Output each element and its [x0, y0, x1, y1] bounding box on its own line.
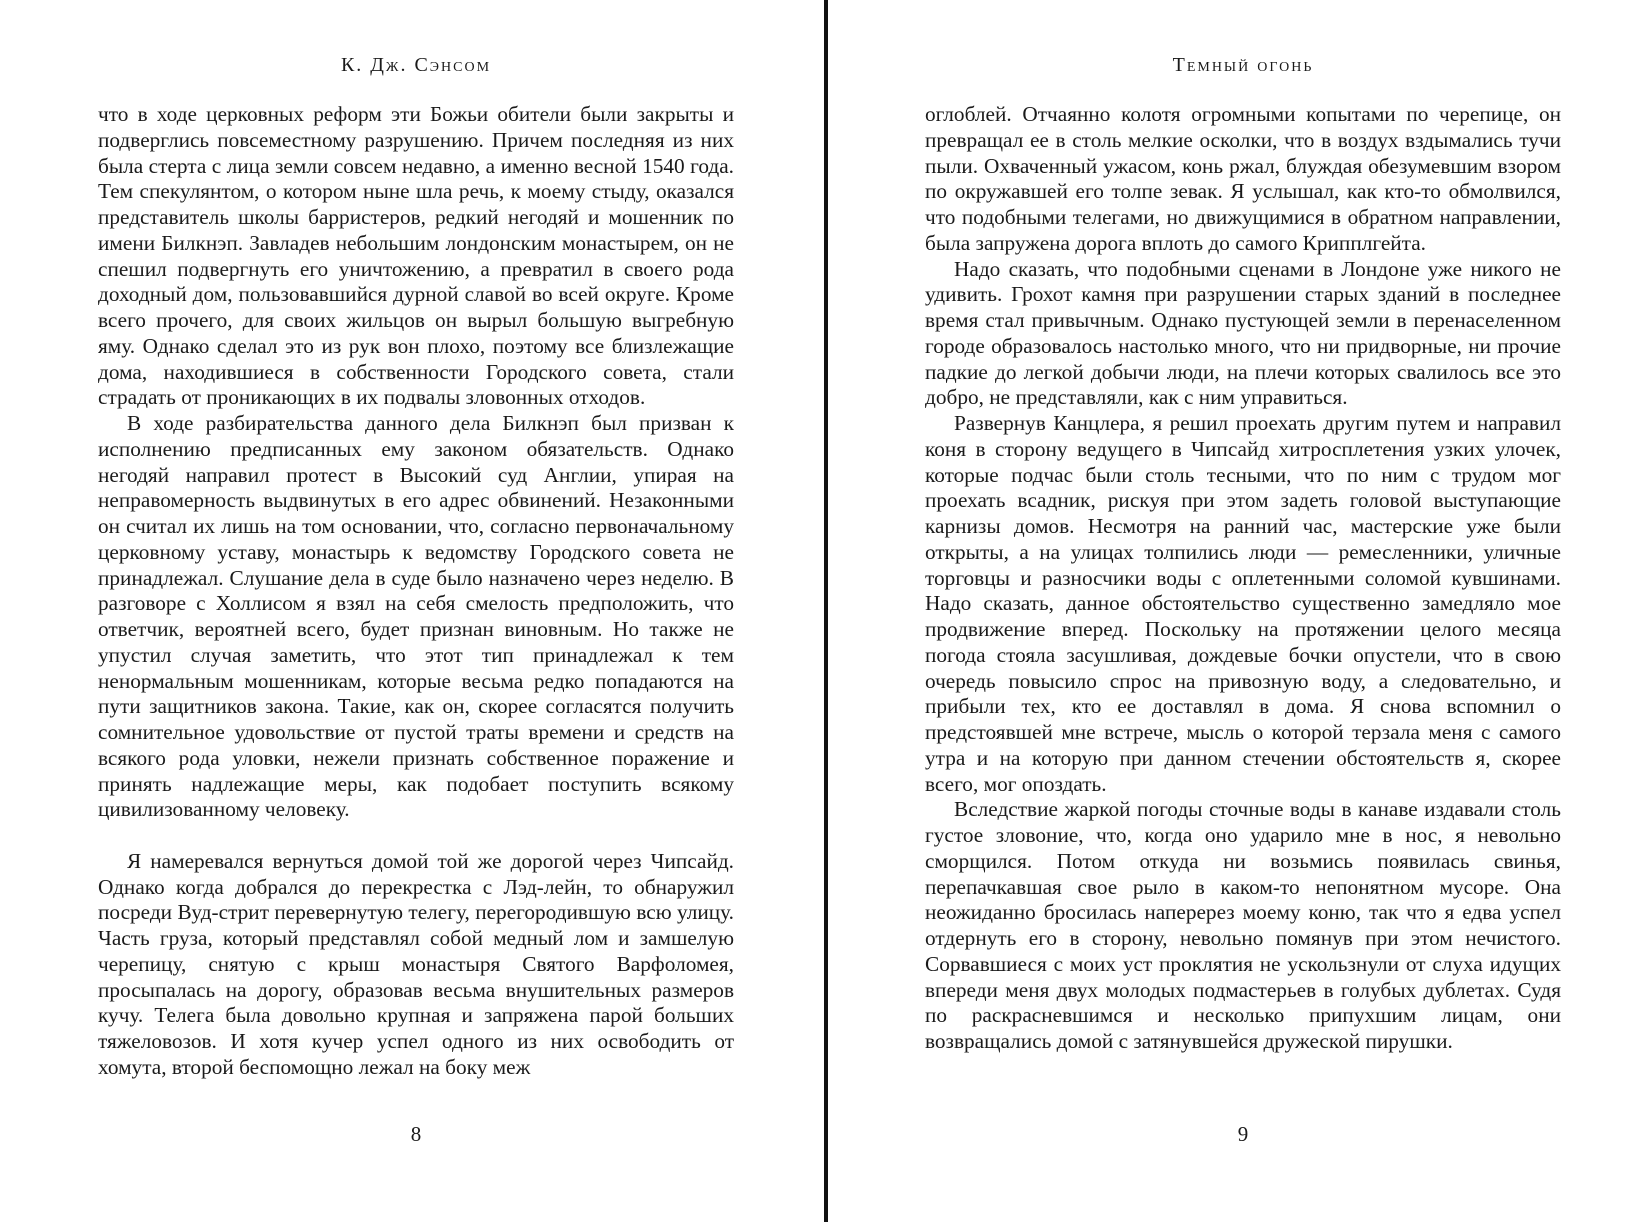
page-gutter-divider — [824, 0, 828, 1222]
right-page — [925, 0, 1561, 1222]
right-page-text — [925, 102, 1561, 1055]
left-page — [98, 0, 734, 1222]
paragraph: Вследствие жаркой погоды сточные воды в канаве издавали столь густое зловоние, что, когда оно ударило мне в нос, я невольно сморщился. Потом откуда ни возьмись появилась свинья, перепачкавшая свое рыло в каком-то непонятном мусоре. Она неожиданно бросилась наперерез моему коню, так что я едва успел отдернуть его в сторону, невольно помянув при этом нечистого. Сорвавшиеся с моих уст проклятия не ускользнули от слуха идущих впереди меня двух молодых подмастерьев в голубых дублетах. Судя по раскрасневшимся и несколько припухшим лицам, они возвращались домой с затянувшейся дружеской пирушки. — [925, 797, 1561, 1053]
paragraph: оглоблей. Отчаянно колотя огромными копытами по черепице, он превращал ее в столь мелкие осколки, что в воздух вздымались тучи пыли. Охваченный ужасом, конь ржал, блуждая обезумевшим взором по окружавшей его толпе зевак. Я услышал, как кто-то обмолвился, что подобными телегами, но движущимися в обратном направлении, была запружена дорога вплоть до самого Крипплгейта. — [925, 102, 1561, 255]
page-number-right: 9 — [1237, 1122, 1249, 1146]
running-head-author: К. Дж. Сэнсом — [340, 54, 492, 76]
paragraph: Я намеревался вернуться домой той же дорогой через Чипсайд. Однако когда добрался до перекрестка с Лэд-лейн, то обнаружил посреди Вуд-стрит перевернутую телегу, перегородившую всю улицу. Часть груза, который представлял собой медный лом и замшелую черепицу, снятую с крыш монастыря Святого Варфоломея, просыпалась на дорогу, образовав весьма внушительных размеров кучу. Телега была довольно крупная и запряжена парой больших тяжеловозов. И хотя кучер успел одного из них освободить от хомута, второй беспомощно лежал на боку меж — [98, 848, 734, 1079]
page-number-left: 8 — [410, 1122, 422, 1146]
running-head-title: Темный огонь — [1172, 54, 1314, 76]
paragraph: Развернув Канцлера, я решил проехать другим путем и направил коня в сторону ведущего в Чипсайд хитросплетения узких улочек, которые подчас были столь тесными, что по ним с трудом мог проехать всадник, рискуя при этом задеть головой выступающие карнизы домов. Несмотря на ранний час, мастерские уже были открыты, а на улицах толпились люди — ремесленники, уличные торговцы и разносчики воды с оплетенными соломой кувшинами. Надо сказать, данное обстоятельство существенно замедляло мое продвижение вперед. Поскольку на протяжении целого месяца погода стояла засушливая, дождевые бочки опустели, что в свою очередь повысило спрос на привозную воду, а следовательно, и прибыли тех, кто ее доставлял в дома. Я снова вспомнил о предстоявшей мне встрече, мысль о которой терзала меня с самого утра и на которую при данном стечении обстоятельств я, скорее всего, мог опоздать. — [925, 411, 1561, 796]
paragraph: В ходе разбирательства данного дела Билкнэп был призван к исполнению предписанных ему законом обязательств. Однако негодяй направил протест в Высокий суд Англии, упирая на неправомерность выдвинутых в его адрес обвинений. Незаконными он считал их лишь на том основании, что, согласно первоначальному церковному уставу, монастырь к ведомству Городского совета не принадлежал. Слушание дела в суде было назначено через неделю. В разговоре с Холлисом я взял на себя смелость предположить, что ответчик, вероятней всего, будет признан виновным. Но также не упустил случая заметить, что этот тип принадлежал к тем ненормальным мошенникам, которые весьма редко попадаются на пути защитников закона. Такие, как он, скорее согласятся получить сомнительное удовольствие от пустой траты времени и средств на всякого рода уловки, нежели признать собственное поражение и принять надлежащие меры, как подобает поступить всякому цивилизованному человеку. — [98, 411, 734, 822]
paragraph: Надо сказать, что подобными сценами в Лондоне уже никого не удивить. Грохот камня при разрушении старых зданий в последнее время стал привычным. Однако пустующей земли в перенаселенном городе образовалось настолько много, что ни придворные, ни прочие падкие до легкой добычи люди, на плечи которых свалилось все это добро, не представляли, как с ним управиться. — [925, 256, 1561, 410]
paragraph: что в ходе церковных реформ эти Божьи обители были закрыты и подверглись повсеместному разрушению. Причем последняя из них была стерта с лица земли совсем недавно, а именно весной 1540 года. Тем спекулянтом, о котором ныне шла речь, к моему стыду, оказался представитель школы барристеров, редкий негодяй и мошенник по имени Билкнэп. Завладев небольшим лондонским монастырем, он не спешил подвергнуть его уничтожению, а превратил в своего рода доходный дом, пользовавшийся дурной славой во всей округе. Кроме всего прочего, для своих жильцов он вырыл большую выгребную яму. Однако сделал это из рук вон плохо, поэтому все близлежащие дома, находившиеся в собственности Городского совета, стали страдать от проникающих в их подвалы зловонных отходов. — [98, 102, 734, 410]
left-page-text — [98, 102, 734, 1081]
